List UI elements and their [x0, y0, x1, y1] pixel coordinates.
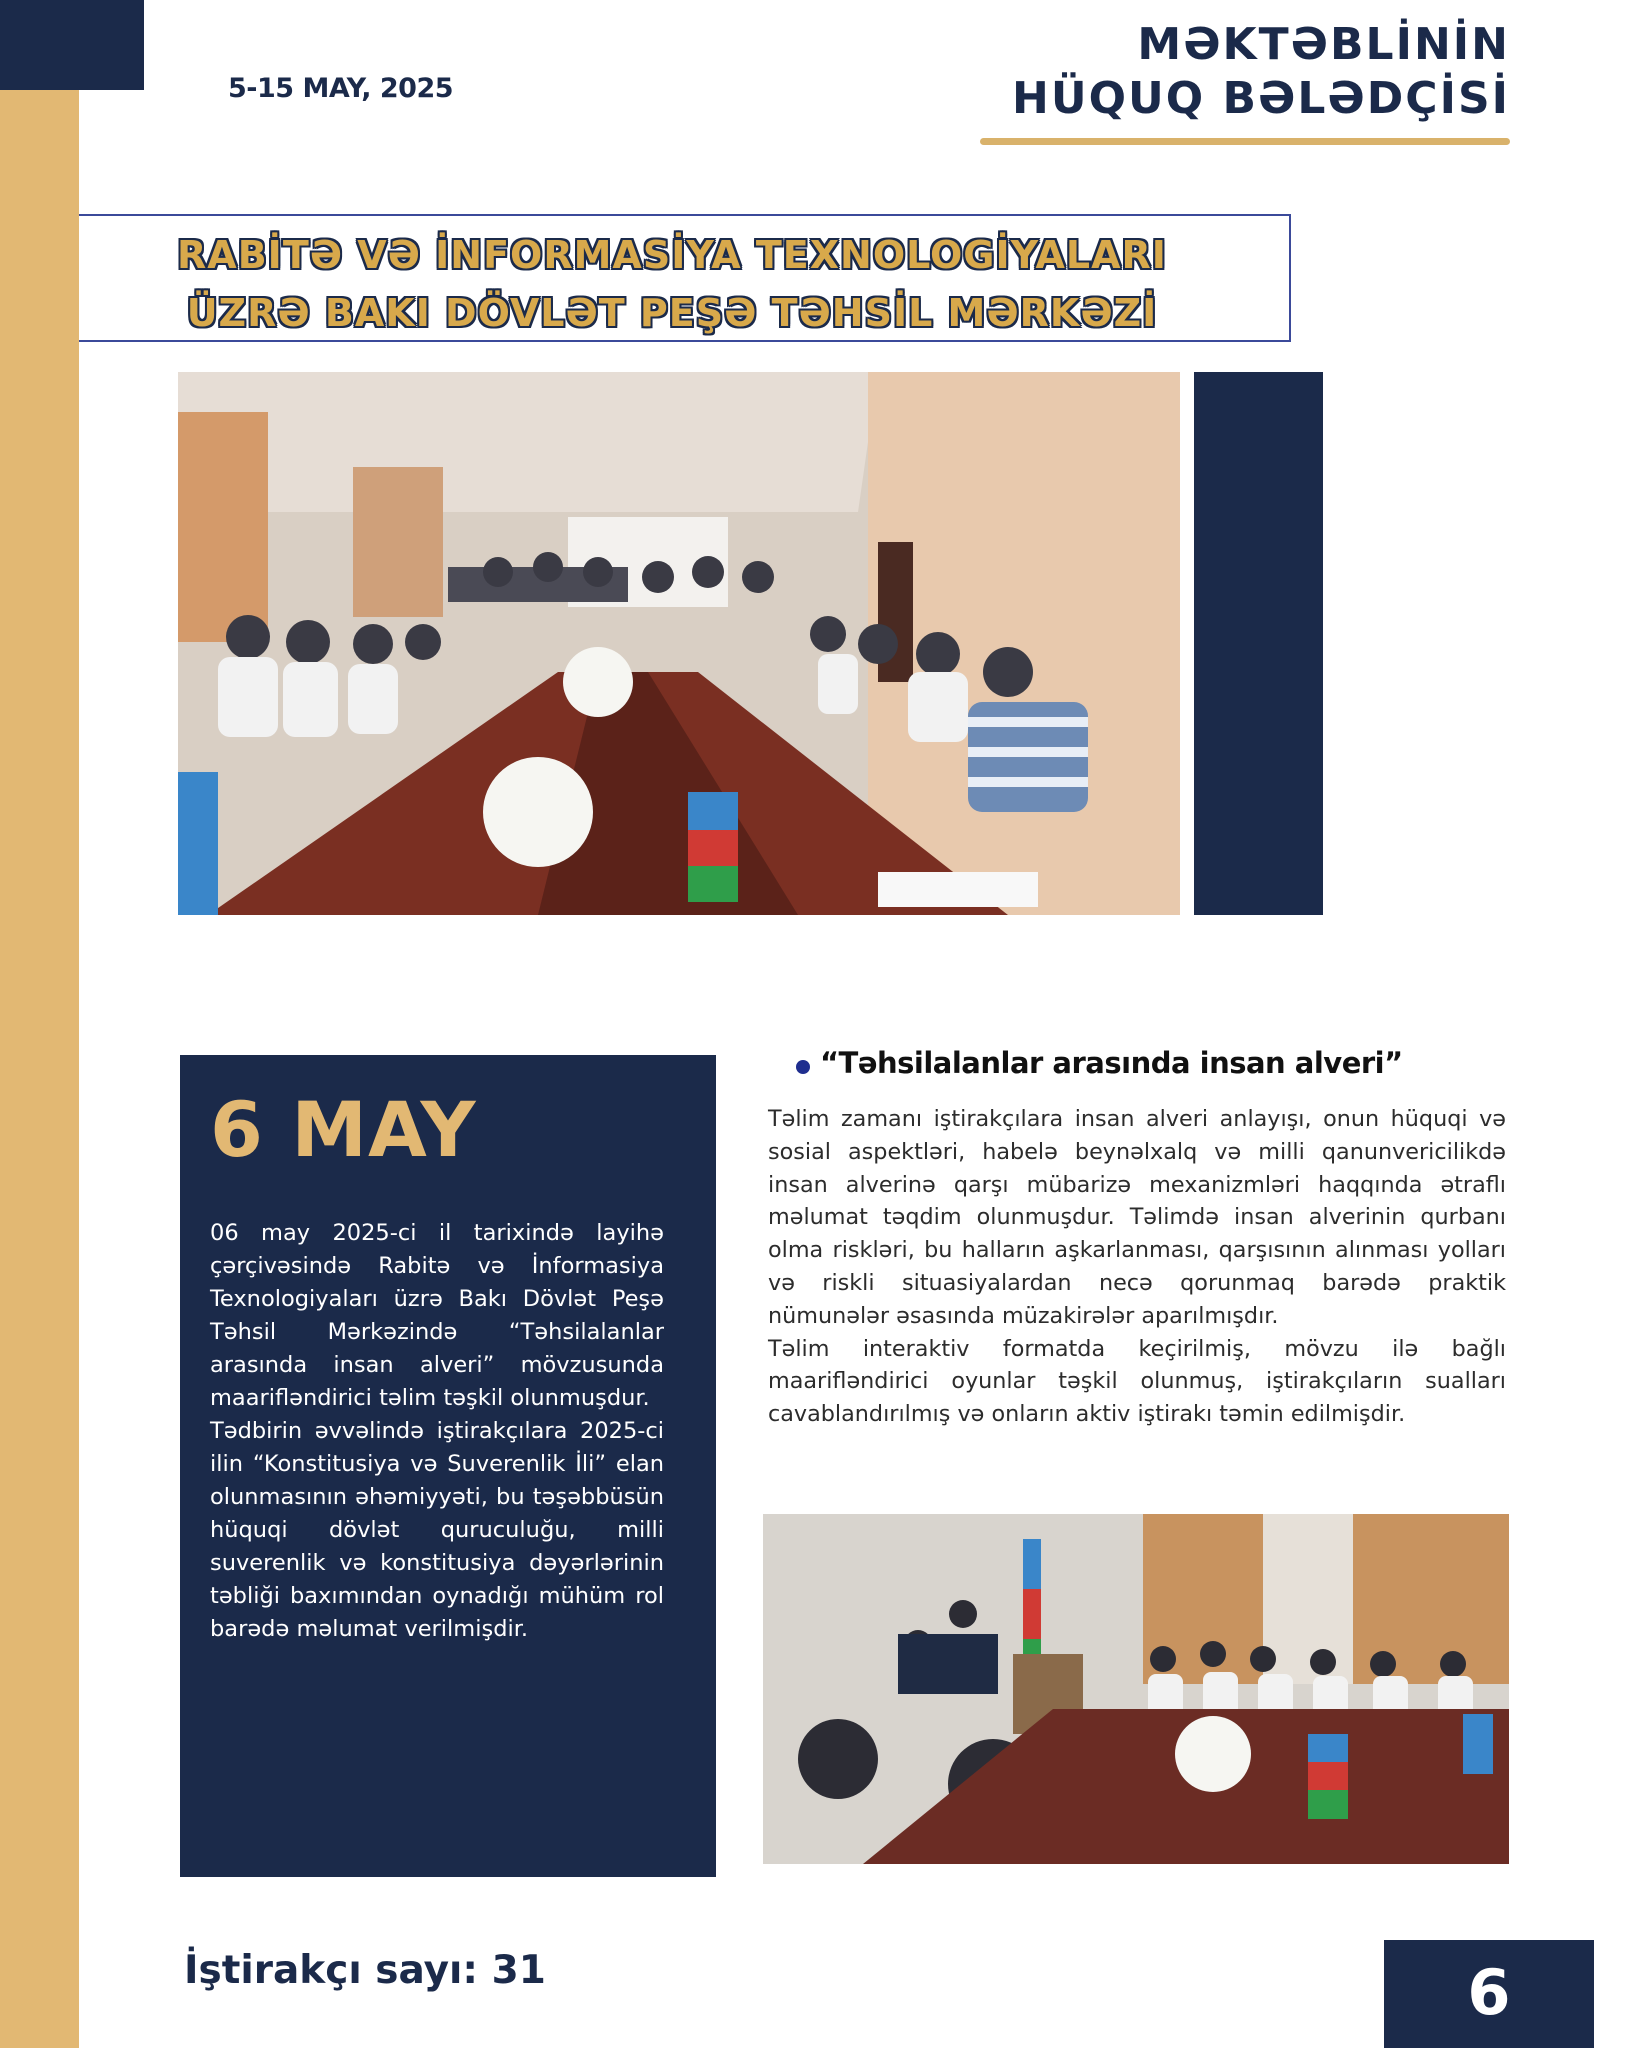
summary-paragraph-2: Tədbirin əvvəlində iştirakçılara 2025-ci ilin “Konstitusiya və Suverenlik İli” elan olunmasının əhəmiyyəti, bu təşəbbüsün hüquqi dövlət quruculuğu, milli suverenlik və konstitusiya dəyərlərinin təbliği baxımından oynadığı mühüm rol barədə məlumat verilmişdir.	[210, 1418, 664, 1642]
article-paragraph-1: Təlim zamanı iştirakçılara insan alveri anlayışı, onun hüquqi və sosial aspektləri, habelə beynəlxalq və milli qanunvericilikdə insan alverinə qarşı mübarizə mexanizmləri haqqında ətraflı məlumat təqdim olunmuşdur. Təlimdə insan alverinin qurbanı olma riskləri, bu halların aşkarlanması, qarşısının alınması yolları və riskli situasiyalardan necə qorunmaq barədə praktik nümunələr əsasında müzakirələr aparılmışdır.	[768, 1106, 1506, 1329]
brand-line-2: HÜQUQ BƏLƏDÇİSİ	[1012, 73, 1510, 124]
article-paragraph-2: Təlim interaktiv formatda keçirilmiş, mövzu ilə bağlı maarifləndirici oyunlar təşkil olunmuş, iştirakçıların sualları cavablandırılmış və onların aktiv iştirakı təmin edilmişdir.	[768, 1335, 1506, 1428]
page-number: 6	[1467, 1956, 1511, 2029]
summary-paragraph-1: 06 may 2025-ci il tarixində layihə çərçivəsində Rabitə və İnformasiya Texnologiyaları üzrə Bakı Dövlət Peşə Təhsil Mərkəzində “Təhsilalanlar arasında insan alveri” mövzusunda maarifləndirici təlim təşkil olunmuşdur.	[210, 1220, 664, 1411]
participant-count: İştirakçı sayı: 31	[184, 1948, 546, 1993]
event-summary-text	[210, 1217, 664, 1646]
brand-underline	[980, 138, 1510, 145]
bullet-icon	[796, 1060, 810, 1074]
article-heading: “Təhsilalanlar arasında insan alveri”	[820, 1046, 1403, 1080]
brand-title	[1012, 18, 1510, 126]
event-summary-card	[180, 1055, 716, 1877]
event-date: 6 MAY	[210, 1085, 477, 1174]
brand-line-1: MƏKTƏBLİNİN	[1137, 19, 1510, 70]
classroom-photo	[178, 372, 1180, 915]
school-title-line-1: RABİTƏ VƏ İNFORMASİYA TEXNOLOGİYALARI	[177, 233, 1167, 277]
corner-navy-block	[0, 0, 144, 90]
school-title-line-2: ÜZRƏ BAKI DÖVLƏT PEŞƏ TƏHSİL MƏRKƏZİ	[186, 291, 1158, 335]
training-photo	[763, 1514, 1509, 1864]
article-body	[768, 1103, 1506, 1431]
navy-accent-bar	[1194, 372, 1323, 915]
date-range: 5-15 MAY, 2025	[228, 73, 454, 104]
left-gold-stripe	[0, 0, 79, 2048]
page-number-box	[1384, 1940, 1594, 2048]
school-title-box	[79, 214, 1291, 342]
school-title	[79, 226, 1265, 342]
